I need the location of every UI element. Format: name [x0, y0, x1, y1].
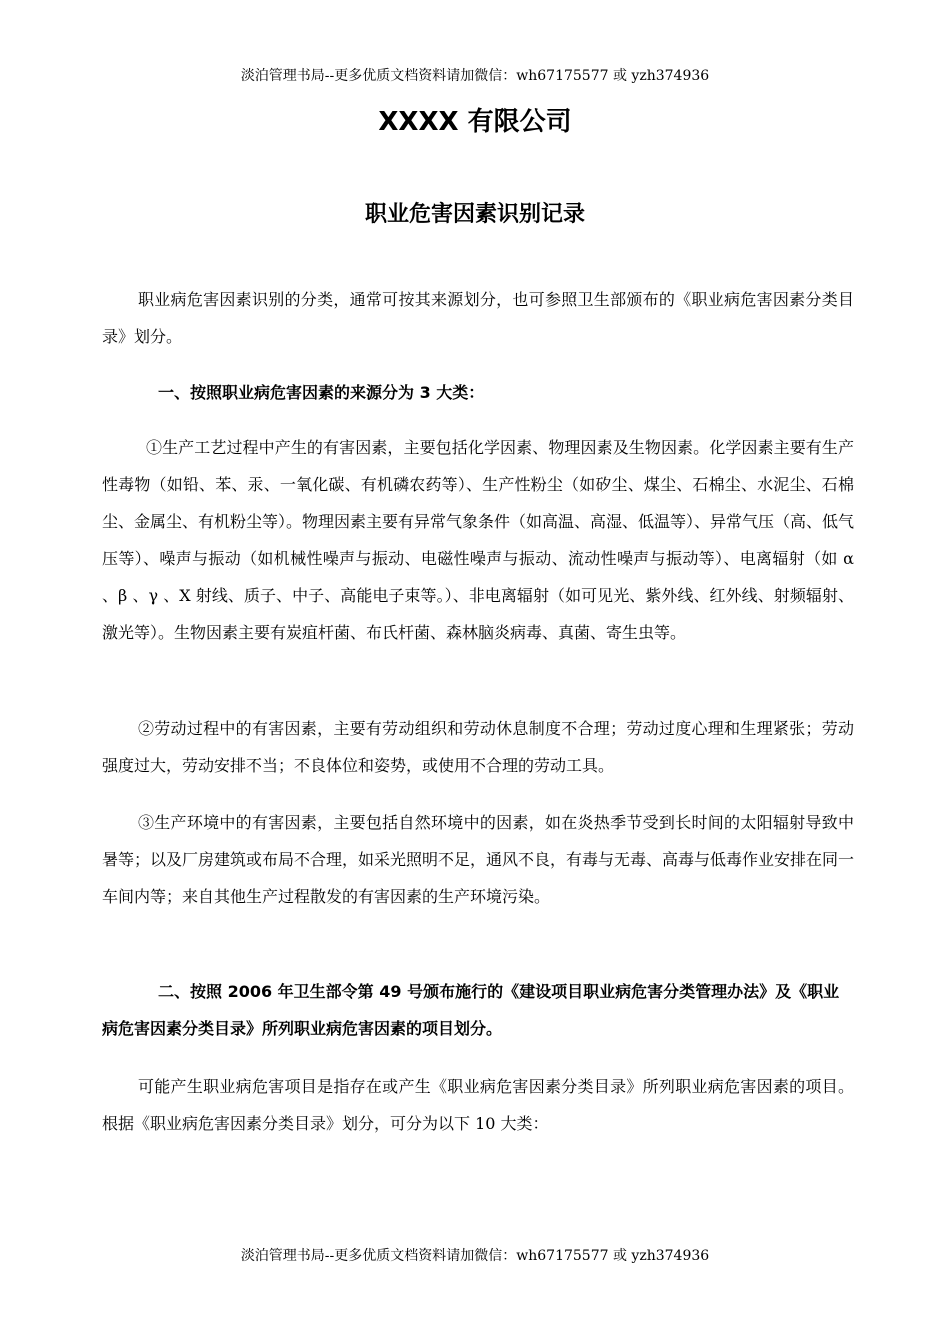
header-note: 淡泊管理书局--更多优质文档资料请加微信：wh67175577 或 yzh374936 [240, 68, 710, 84]
section-two-heading: 二、按照 2006 年卫生部令第 49 号颁布施行的《建设项目职业病危害分类管理办法》及《职业病危害因素分类目录》所列职业病危害因素的项目划分。 [102, 982, 840, 1038]
section-one-heading: 一、按照职业病危害因素的来源分为 3 大类： [158, 383, 485, 402]
section-two-paragraph: 可能产生职业病危害项目是指存在或产生《职业病危害因素分类目录》所列职业病危害因素的项目。根据《职业病危害因素分类目录》划分，可分为以下 10 大类： [102, 1077, 854, 1133]
section-one-item-3: ③生产环境中的有害因素，主要包括自然环境中的因素，如在炎热季节受到长时间的太阳辐射导致中暑等；以及厂房建筑或布局不合理，如采光照明不足，通风不良，有毒与无毒、高毒与低毒作业安排在同一车间内等；来自其他生产过程散发的有害因素的生产环境污染。 [102, 813, 855, 906]
section-one-item-1: ①生产工艺过程中产生的有害因素，主要包括化学因素、物理因素及生物因素。化学因素主要有生产性毒物（如铅、苯、汞、一氧化碳、有机磷农药等）、生产性粉尘（如矽尘、煤尘、石棉尘、水泥尘、石棉尘、金属尘、有机粉尘等）。物理因素主要有异常气象条件（如高温、高湿、低温等）、异常气压（高、低气压等）、噪声与振动（如机械性噪声与振动、电磁性噪声与振动、流动性噪声与振动等）、电离辐射（如 α 、β 、γ 、X 射线、质子、中子、高能电子束等。）、非电离辐射（如可见光、紫外线、红外线、射频辐射、激光等）。生物因素主要有炭疽杆菌、布氏杆菌、森林脑炎病毒、真菌、寄生虫等。 [102, 438, 855, 642]
company-title: XXXX 有限公司 [378, 107, 572, 137]
intro-paragraph: 职业病危害因素识别的分类，通常可按其来源划分，也可参照卫生部颁布的《职业病危害因素分类目录》划分。 [102, 290, 854, 346]
section-one-item-2: ②劳动过程中的有害因素，主要有劳动组织和劳动休息制度不合理；劳动过度心理和生理紧张；劳动强度过大，劳动安排不当；不良体位和姿势，或使用不合理的劳动工具。 [102, 719, 854, 775]
document-title: 职业危害因素识别记录 [364, 202, 585, 227]
footer-note: 淡泊管理书局--更多优质文档资料请加微信：wh67175577 或 yzh374936 [240, 1248, 710, 1264]
